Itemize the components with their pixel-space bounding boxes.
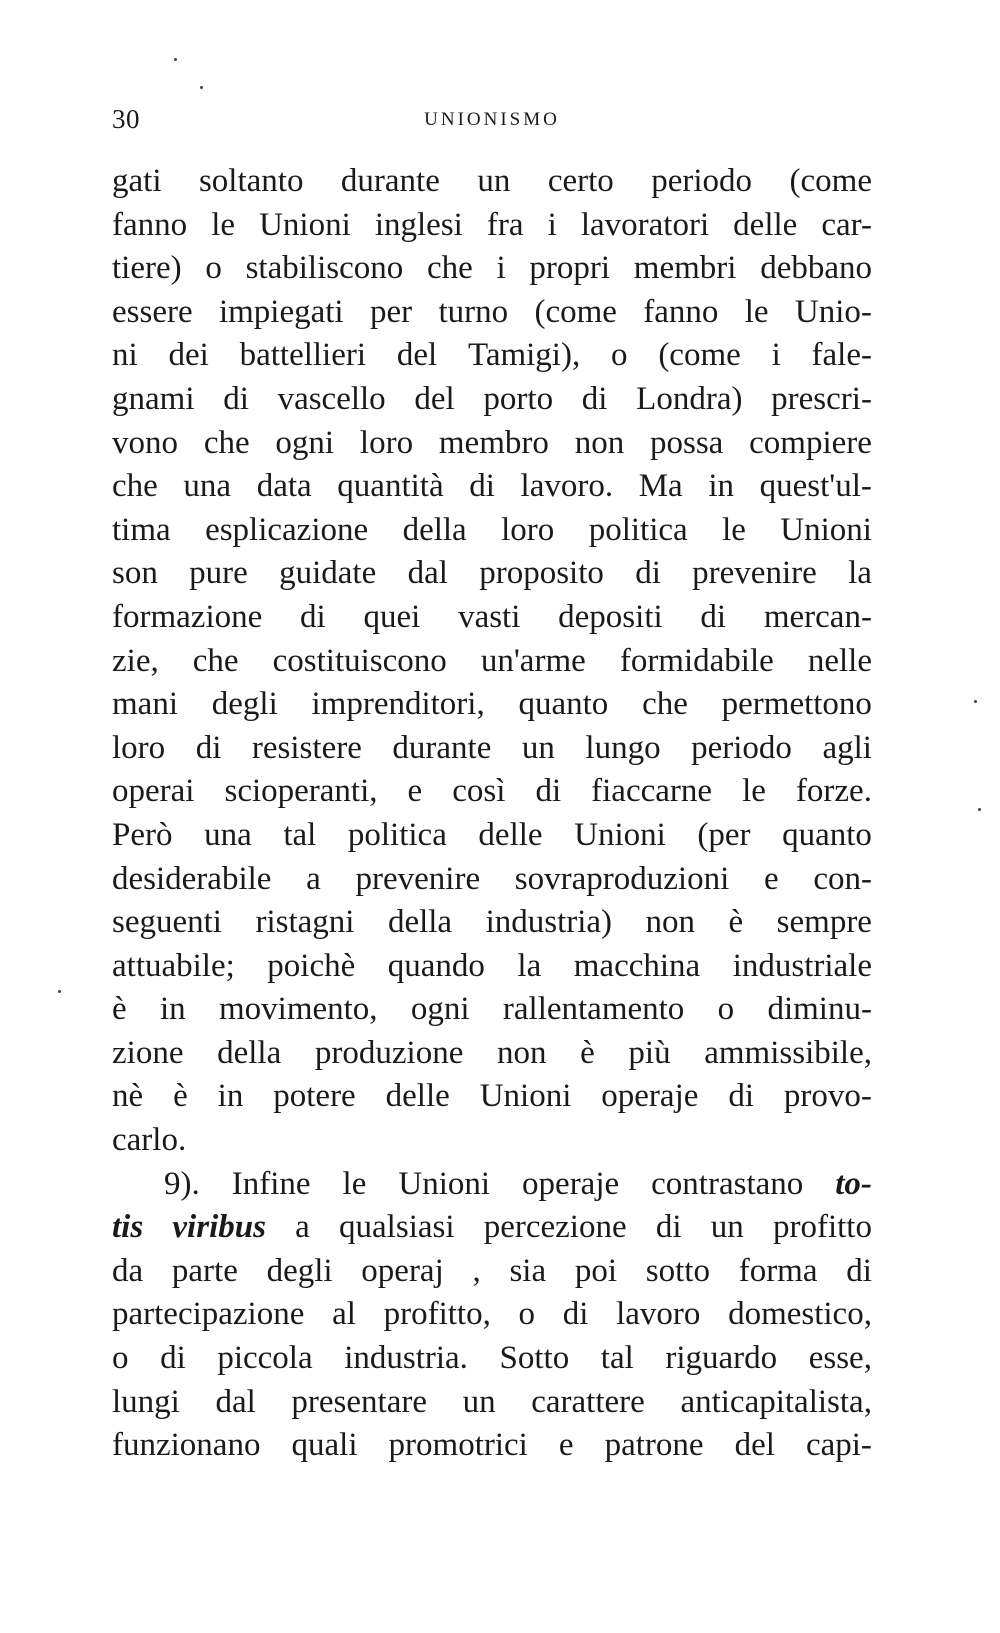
text-line: [112, 378, 872, 422]
text-line: [112, 247, 872, 291]
word: profitto: [772, 1209, 872, 1246]
word: un'arme: [480, 642, 586, 679]
word: gati: [112, 163, 162, 199]
word: ni: [112, 337, 138, 374]
word: non: [496, 1034, 547, 1071]
word: poichè: [267, 947, 356, 984]
word: piccola: [217, 1340, 313, 1377]
word: di: [223, 380, 249, 417]
word: depositi: [558, 598, 663, 635]
word: loro: [501, 511, 555, 548]
word: al: [332, 1296, 356, 1333]
text-line: [112, 1163, 872, 1207]
word: lavoratori: [580, 206, 710, 243]
scan-speck: [174, 58, 177, 61]
word: la: [848, 555, 872, 592]
word: car-: [821, 206, 872, 243]
text-line: [112, 814, 872, 858]
word: produzione: [314, 1034, 464, 1071]
word: le: [342, 1165, 367, 1202]
word: poi: [574, 1252, 618, 1289]
text-line: [112, 1250, 872, 1294]
word: loro: [112, 729, 166, 766]
word: periodo: [691, 729, 792, 766]
word: un: [710, 1209, 744, 1246]
word: Sotto: [499, 1340, 570, 1377]
scan-speck: [978, 808, 981, 811]
word: nè: [112, 1078, 144, 1115]
word: battellieri: [239, 337, 367, 374]
word: guidate: [279, 555, 377, 592]
word: promotrici: [388, 1427, 528, 1464]
word: compiere: [749, 424, 872, 461]
word: lavoro: [616, 1296, 701, 1333]
word: fra: [486, 206, 524, 243]
word: formazione: [112, 598, 263, 635]
word: viribus: [172, 1209, 266, 1246]
word: Tamigi),: [467, 337, 581, 374]
scan-speck: [200, 86, 203, 89]
text-line: [112, 858, 872, 902]
word: non: [645, 904, 696, 941]
word: to-: [835, 1165, 872, 1202]
word: anticapitalista,: [680, 1383, 872, 1420]
word: lungo: [585, 729, 661, 766]
word: delle: [478, 816, 543, 853]
word: Unio-: [794, 293, 872, 330]
word: i: [496, 250, 506, 287]
word: degli: [211, 686, 278, 723]
text-line: [112, 596, 872, 640]
word: operaje: [601, 1078, 699, 1115]
word: Ma: [638, 468, 683, 505]
word: le: [211, 206, 236, 243]
word: è: [728, 904, 744, 941]
word: è: [580, 1034, 595, 1071]
word: che: [426, 250, 473, 287]
word: di: [300, 598, 326, 635]
word: le: [744, 293, 769, 330]
text-line: [112, 465, 872, 509]
scan-speck: [974, 700, 977, 703]
word: che: [112, 468, 158, 505]
text-line: [112, 988, 872, 1032]
word: fale-: [811, 337, 872, 374]
word: fiaccarne: [591, 773, 713, 810]
word: Londra): [636, 380, 743, 417]
text-line: [112, 422, 872, 466]
word: ,: [472, 1252, 481, 1289]
word: e: [558, 1427, 574, 1464]
word: di: [635, 555, 661, 592]
word: a: [306, 860, 321, 897]
word: delle: [385, 1078, 450, 1115]
word: loro: [359, 424, 414, 461]
word: industriale: [732, 947, 872, 984]
text-line: [112, 1424, 872, 1468]
word: contrastano: [651, 1165, 804, 1202]
running-head: [112, 104, 872, 144]
word: domestico,: [728, 1296, 872, 1333]
word: rallentamento: [502, 991, 685, 1028]
word: per: [369, 293, 413, 330]
word: o: [205, 250, 222, 287]
word: di: [469, 468, 495, 505]
text-line: [112, 945, 872, 989]
word: che: [192, 642, 239, 679]
word: è: [173, 1078, 188, 1115]
text-line: [112, 1075, 872, 1119]
word: operaje: [522, 1165, 620, 1202]
word: quantità: [337, 468, 444, 505]
word: movimento,: [218, 991, 378, 1028]
word: così: [452, 773, 506, 810]
text-line: [112, 160, 872, 204]
word: in: [708, 468, 735, 505]
word: politica: [347, 816, 447, 853]
word: quanto: [518, 686, 609, 723]
word: un: [521, 729, 555, 766]
word: un: [462, 1383, 496, 1420]
word: di: [160, 1340, 186, 1377]
word: data: [256, 468, 312, 505]
word: pure: [189, 555, 248, 592]
text-line: [112, 204, 872, 248]
word: di: [700, 598, 727, 635]
text-line: [112, 1293, 872, 1337]
word: con-: [813, 860, 872, 897]
word: soltanto: [198, 163, 304, 199]
page-number: 30: [112, 104, 140, 134]
word: ristagni: [255, 904, 355, 941]
word: membri: [633, 250, 737, 287]
word: diminu-: [767, 991, 872, 1028]
text-line: [112, 1206, 872, 1250]
word: sovraproduzioni: [514, 860, 730, 897]
word: gnami: [112, 380, 195, 417]
word: Unioni: [479, 1078, 572, 1115]
word: carlo.: [112, 1122, 187, 1159]
word: formidabile: [619, 642, 774, 679]
word: di: [581, 380, 608, 417]
running-title: UNIONISMO: [424, 109, 560, 130]
word: prescri-: [771, 380, 872, 417]
scan-speck: [58, 990, 61, 993]
word: durante: [340, 163, 440, 199]
word: riguardo: [665, 1340, 778, 1377]
word: seguenti: [112, 904, 222, 941]
word: imprenditori,: [311, 686, 485, 723]
word: di: [728, 1078, 754, 1115]
word: quei: [363, 598, 421, 635]
word: forze.: [795, 773, 872, 810]
word: più: [628, 1034, 671, 1071]
word: è: [112, 991, 127, 1028]
word: permettono: [721, 686, 872, 723]
word: quest'ul-: [759, 468, 872, 505]
word: di: [562, 1296, 589, 1333]
word: fanno: [112, 206, 188, 243]
word: dei: [168, 337, 209, 374]
word: agli: [822, 729, 872, 766]
text-line: [112, 727, 872, 771]
word: di: [195, 729, 222, 766]
word: (come: [789, 163, 872, 199]
word: tima: [112, 511, 171, 548]
text-line: [112, 509, 872, 553]
word: parte: [171, 1252, 238, 1289]
text-line: [112, 1381, 872, 1425]
word: percezione: [483, 1209, 627, 1246]
word: vono: [112, 424, 178, 461]
word: sempre: [776, 904, 872, 941]
word: ogni: [275, 424, 335, 461]
word: attuabile;: [112, 947, 235, 984]
word: degli: [266, 1252, 333, 1289]
word: (come: [534, 293, 617, 330]
word: della: [387, 904, 453, 941]
word: zie,: [112, 642, 159, 679]
word: la: [517, 947, 542, 984]
word: proposito: [479, 555, 604, 592]
word: della: [217, 1034, 282, 1071]
word: quando: [387, 947, 485, 984]
word: prevenire: [692, 555, 817, 592]
text-line: [112, 291, 872, 335]
word: Unioni: [780, 511, 872, 548]
word: o: [112, 1340, 129, 1377]
word: potere: [273, 1078, 356, 1115]
word: prevenire: [355, 860, 481, 897]
word: Unioni: [259, 206, 351, 243]
word: le: [722, 511, 746, 548]
text-line: [112, 770, 872, 814]
word: funzionano: [112, 1427, 261, 1464]
word: tiere): [112, 250, 182, 287]
word: profitto,: [383, 1296, 491, 1333]
word: a: [295, 1209, 310, 1246]
word: quanto: [782, 816, 872, 853]
word: tis: [112, 1209, 144, 1246]
word: carattere: [531, 1383, 645, 1420]
word: delle: [733, 206, 798, 243]
word: una: [183, 468, 232, 505]
word: membro: [438, 424, 549, 461]
word: operai: [112, 773, 195, 810]
word: inglesi: [374, 206, 463, 243]
text-line: [112, 1119, 872, 1163]
word: (come: [658, 337, 741, 374]
word: propri: [529, 250, 611, 287]
word: del: [396, 337, 438, 374]
word: politica: [588, 511, 688, 548]
word: zione: [112, 1034, 184, 1071]
word: ammissibile,: [704, 1034, 872, 1071]
word: resistere: [251, 729, 362, 766]
word: del: [414, 380, 455, 417]
word: Però: [112, 816, 173, 853]
word: fanno: [643, 293, 719, 330]
word: desiderabile: [112, 860, 272, 897]
word: i: [771, 337, 781, 374]
word: essere: [112, 293, 193, 330]
text-line: [112, 334, 872, 378]
word: di: [655, 1209, 682, 1246]
word: debbano: [760, 250, 872, 287]
word: industria.: [344, 1340, 468, 1377]
word: patrone: [604, 1427, 704, 1464]
word: operaj: [361, 1252, 444, 1289]
word: esplicazione: [205, 511, 369, 548]
word: presentare: [291, 1383, 427, 1420]
word: costituiscono: [272, 642, 447, 679]
word: periodo: [651, 163, 753, 199]
word: i: [547, 206, 557, 243]
word: lungi: [112, 1383, 180, 1420]
word: (per: [697, 816, 751, 853]
word: e: [407, 773, 423, 810]
word: macchina: [573, 947, 701, 984]
word: o: [717, 991, 735, 1028]
word: porto: [483, 380, 554, 417]
word: un: [477, 163, 511, 199]
word: le: [742, 773, 766, 810]
word: di: [535, 773, 562, 810]
word: sotto: [645, 1252, 710, 1289]
word: non: [574, 424, 625, 461]
word: scioperanti,: [224, 773, 378, 810]
word: stabiliscono: [245, 250, 404, 287]
word: o: [518, 1296, 536, 1333]
word: impiegati: [218, 293, 344, 330]
word: forma: [738, 1252, 818, 1289]
word: son: [112, 555, 158, 592]
word: Infine: [231, 1165, 311, 1202]
word: esse,: [808, 1340, 872, 1377]
word: provo-: [783, 1078, 872, 1115]
word: di: [846, 1252, 872, 1289]
word: mani: [112, 686, 178, 723]
word: del: [734, 1427, 775, 1464]
word: quali: [291, 1427, 358, 1464]
word: Unioni: [398, 1165, 491, 1202]
body-text: [112, 160, 872, 1468]
word: vascello: [277, 380, 386, 417]
word: partecipazione: [112, 1296, 305, 1333]
text-line: [112, 640, 872, 684]
text-line: [112, 683, 872, 727]
text-line: [112, 901, 872, 945]
word: dal: [215, 1383, 256, 1420]
word: lavoro.: [520, 468, 614, 505]
word: durante: [392, 729, 492, 766]
word: tal: [600, 1340, 634, 1377]
word: che: [642, 686, 688, 723]
word: sia: [509, 1252, 547, 1289]
word: tal: [283, 816, 317, 853]
word: e: [763, 860, 779, 897]
word: Unioni: [574, 816, 666, 853]
word: che: [203, 424, 250, 461]
word: ogni: [410, 991, 470, 1028]
word: in: [217, 1078, 244, 1115]
text-line: [112, 1032, 872, 1076]
word: della: [402, 511, 467, 548]
word: 9).: [164, 1165, 200, 1202]
word: capi-: [805, 1427, 872, 1464]
word: dal: [407, 555, 448, 592]
word: vasti: [458, 598, 521, 635]
word: una: [204, 816, 252, 853]
word: qualsiasi: [339, 1209, 455, 1246]
word: in: [159, 991, 186, 1028]
word: certo: [547, 163, 614, 199]
word: mercan-: [763, 598, 872, 635]
word: nelle: [807, 642, 872, 679]
word: turno: [438, 293, 509, 330]
text-line: [112, 552, 872, 596]
text-line: [112, 1337, 872, 1381]
word: da: [112, 1252, 144, 1289]
word: industria): [485, 904, 613, 941]
word: o: [611, 337, 628, 374]
word: possa: [650, 424, 724, 461]
